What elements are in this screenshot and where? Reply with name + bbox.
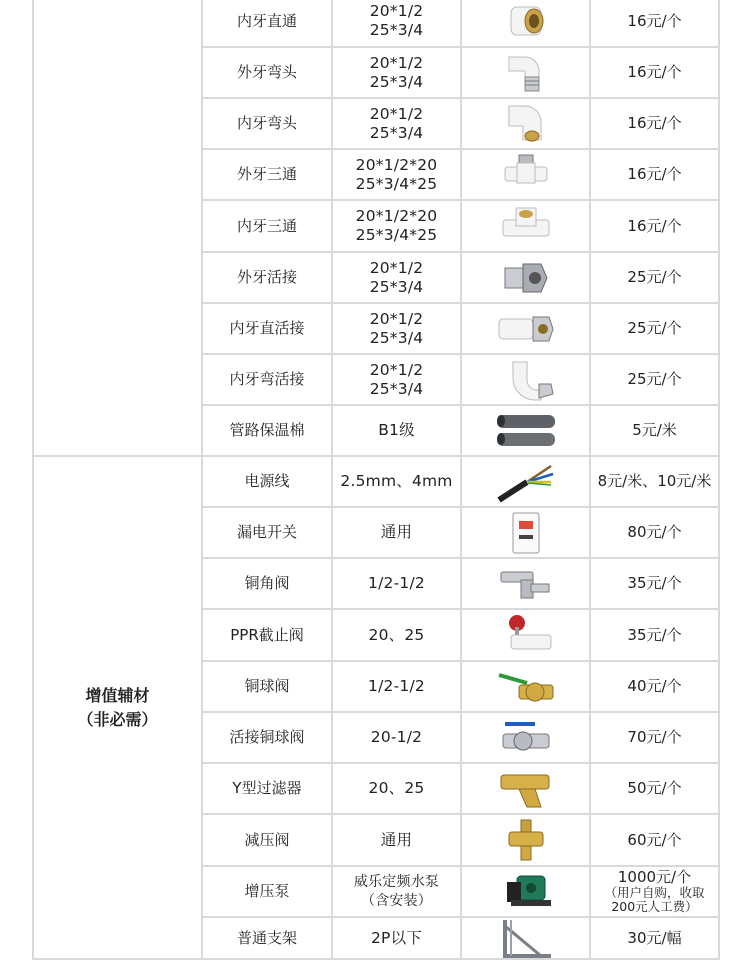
item-name: 铜球阀 <box>244 677 290 695</box>
item-price: 25元/个 <box>627 370 682 388</box>
copper-ball-valve-icon <box>491 665 561 709</box>
item-price: 16元/个 <box>627 165 682 183</box>
spec-line: 1/2-1/2 <box>368 574 425 592</box>
item-price: 80元/个 <box>627 523 682 541</box>
item-name: 内牙三通 <box>236 216 297 235</box>
item-image <box>462 918 589 958</box>
spec-line: 20-1/2 <box>370 728 423 746</box>
spec-line: 20*1/2 <box>369 360 424 379</box>
spec-line: 25*3/4*25 <box>355 226 438 244</box>
spec-line: 20*1/2 <box>369 53 424 72</box>
item-price: 35元/个 <box>627 574 682 592</box>
item-image <box>462 304 589 353</box>
item-price: 16元/个 <box>627 114 682 132</box>
item-name: 内牙直活接 <box>229 319 305 337</box>
item-spec <box>333 150 460 199</box>
item-image <box>462 508 589 557</box>
female-tee-icon <box>491 204 561 248</box>
leakage-switch-icon <box>491 511 561 555</box>
item-spec <box>333 508 460 557</box>
item-spec <box>333 867 460 916</box>
spec-line: 通用 <box>380 523 413 541</box>
item-spec <box>333 355 460 404</box>
item-spec <box>333 0 460 46</box>
item-price: 50元/个 <box>627 779 682 797</box>
item-price: 70元/个 <box>627 728 682 746</box>
item-price: 16元/个 <box>627 11 682 30</box>
item-spec <box>333 304 460 353</box>
category-note: （非必需） <box>77 709 158 729</box>
item-spec <box>333 559 460 608</box>
item-spec <box>333 457 460 506</box>
female-straight-union-icon <box>491 307 561 351</box>
item-name: 电源线 <box>244 472 290 490</box>
item-image <box>462 610 589 660</box>
item-price: 16元/个 <box>627 63 682 81</box>
item-image <box>462 815 589 865</box>
item-spec <box>333 815 460 865</box>
spec-line: 25*3/4 <box>369 379 424 398</box>
item-price: 25元/个 <box>627 268 682 286</box>
item-image <box>462 764 589 813</box>
item-spec <box>333 713 460 762</box>
item-price: 30元/幅 <box>627 928 682 947</box>
spec-line: 20*1/2 <box>369 258 424 277</box>
spec-line: 20、25 <box>368 625 425 644</box>
item-spec <box>333 99 460 148</box>
item-name: PPR截止阀 <box>230 625 304 644</box>
male-tee-icon <box>491 153 561 197</box>
item-spec <box>333 201 460 251</box>
item-image <box>462 253 589 302</box>
spec-line: 20*1/2 <box>369 309 424 328</box>
spec-line: 通用 <box>380 830 413 849</box>
item-name: Y型过滤器 <box>232 779 302 797</box>
category-title: 增值辅材 <box>85 685 150 705</box>
item-spec <box>333 662 460 711</box>
item-name: 外牙活接 <box>236 268 297 286</box>
spec-line: 25*3/4*25 <box>355 174 438 193</box>
category-label <box>34 457 201 958</box>
pressure-reducing-valve-icon <box>491 818 561 862</box>
spec-line: 25*3/4 <box>369 123 424 142</box>
spec-line: 20*1/2*20 <box>355 207 438 225</box>
item-name: 内牙弯头 <box>236 114 297 132</box>
item-name: 外牙弯头 <box>236 63 297 81</box>
item-name: 活接铜球阀 <box>229 728 305 746</box>
item-image <box>462 201 589 251</box>
item-name: 铜角阀 <box>244 574 290 592</box>
spec-line: B1级 <box>378 421 415 439</box>
item-price: 8元/米、10元/米 <box>597 472 712 490</box>
item-image <box>462 713 589 762</box>
female-elbow-union-icon <box>491 358 561 402</box>
spec-line: 20*1/2*20 <box>355 155 438 174</box>
spec-line: 25*3/4 <box>369 72 424 91</box>
spec-line: （含安装） <box>361 892 432 909</box>
item-image <box>462 662 589 711</box>
spec-line: 25*3/4 <box>369 277 424 296</box>
spec-line: 1/2-1/2 <box>368 677 425 695</box>
item-name: 漏电开关 <box>236 523 297 541</box>
power-cable-icon <box>491 460 561 504</box>
spec-line: 25*3/4 <box>369 21 424 39</box>
spec-line: 威乐定频水泵 <box>353 873 440 890</box>
price-value: 1000元/个 <box>617 868 692 886</box>
item-image <box>462 48 589 97</box>
item-price: 40元/个 <box>627 677 682 695</box>
item-spec <box>333 253 460 302</box>
item-price <box>591 867 718 916</box>
item-image <box>462 99 589 148</box>
item-image <box>462 355 589 404</box>
item-image <box>462 559 589 608</box>
item-name: 外牙三通 <box>236 165 297 183</box>
item-price: 16元/个 <box>627 216 682 235</box>
item-image <box>462 150 589 199</box>
item-spec <box>333 918 460 958</box>
item-image <box>462 457 589 506</box>
spec-line: 20*1/2 <box>369 2 424 20</box>
spec-line: 2.5mm、4mm <box>340 472 453 490</box>
spec-line: 20、25 <box>368 779 425 797</box>
item-price: 35元/个 <box>627 625 682 644</box>
ac-bracket-icon <box>491 916 561 960</box>
item-spec <box>333 764 460 813</box>
union-ball-valve-icon <box>491 716 561 760</box>
item-spec <box>333 406 460 455</box>
table-vline <box>718 0 720 960</box>
item-name: 管路保温棉 <box>229 421 305 439</box>
item-spec <box>333 610 460 660</box>
item-name: 内牙弯活接 <box>229 370 305 388</box>
item-image <box>462 867 589 916</box>
pipe-insulation-icon <box>491 409 561 453</box>
item-name: 增压泵 <box>244 882 290 900</box>
spec-line: 20*1/2 <box>369 104 424 123</box>
y-strainer-icon <box>491 767 561 811</box>
item-name: 内牙直通 <box>236 11 297 30</box>
male-elbow-icon <box>491 51 561 95</box>
male-union-icon <box>491 256 561 300</box>
item-price: 60元/个 <box>627 830 682 849</box>
item-image <box>462 0 589 46</box>
item-price: 25元/个 <box>627 319 682 337</box>
price-note: 200元人工费） <box>611 899 698 914</box>
item-name: 减压阀 <box>244 830 290 849</box>
ppr-stop-valve-icon <box>491 613 561 657</box>
female-elbow-icon <box>491 102 561 146</box>
copper-angle-valve-icon <box>491 562 561 606</box>
item-name: 普通支架 <box>236 928 297 947</box>
female-straight-coupling-icon <box>491 0 561 43</box>
item-price: 5元/米 <box>632 421 677 439</box>
spec-line: 25*3/4 <box>369 328 424 347</box>
item-spec <box>333 48 460 97</box>
booster-pump-icon <box>491 870 561 914</box>
price-note: （用户自购，收取 <box>604 885 705 900</box>
spec-line: 2P以下 <box>370 928 422 947</box>
item-image <box>462 406 589 455</box>
